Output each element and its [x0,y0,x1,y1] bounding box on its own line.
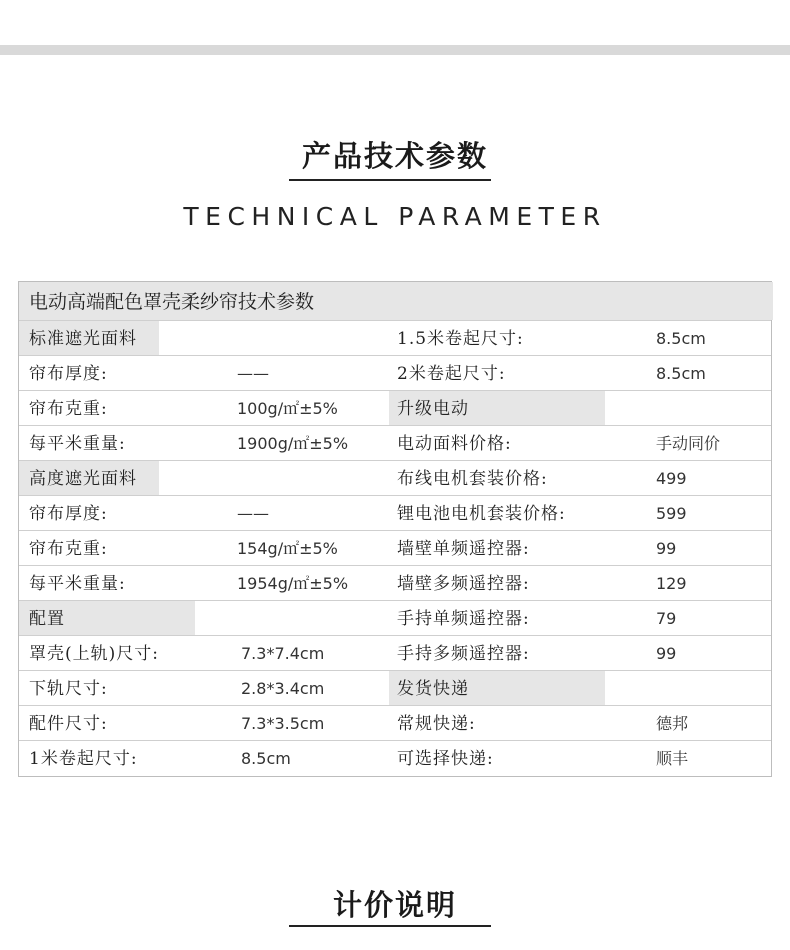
table-row [19,635,771,670]
section-subtitle-en: TECHNICAL PARAMETER [183,202,607,231]
row-label-right: 发货快递 [397,679,469,699]
row-value-right: 99 [656,539,677,558]
table-row [19,705,771,740]
row-value-right: 8.5cm [656,329,706,348]
row-label: 帘布克重: [29,399,108,419]
row-label: 配置 [29,609,65,629]
row-value-right: 129 [656,574,687,593]
row-value-right: 手动同价 [656,434,721,453]
row-value: 7.3*3.5cm [241,714,325,733]
row-label-right: 布线电机套装价格: [397,469,548,489]
row-label-right: 电动面料价格: [397,434,512,454]
row-label: 每平米重量: [29,434,126,454]
row-label: 罩壳(上轨)尺寸: [29,644,159,664]
row-value: —— [237,364,269,383]
row-label-right: 墙壁多频遥控器: [397,574,530,594]
row-label-right: 2米卷起尺寸: [397,364,506,384]
row-value-right: 顺丰 [656,749,689,768]
top-divider-bar [0,45,790,55]
table-row [19,600,771,635]
row-label-right: 常规快递: [397,714,476,734]
row-label: 1米卷起尺寸: [29,749,138,769]
table-row [19,460,771,495]
row-value: 1900g/㎡±5% [237,434,349,453]
row-value: 100g/㎡±5% [237,399,338,418]
row-label-right: 升级电动 [397,399,469,419]
row-value: 2.8*3.4cm [241,679,325,698]
table-row [19,740,771,775]
row-label: 每平米重量: [29,574,126,594]
table-row [19,670,771,705]
row-value: 8.5cm [241,749,291,768]
row-label-right: 墙壁单频遥控器: [397,539,530,559]
row-label: 高度遮光面料 [29,469,137,489]
row-value-right: 99 [656,644,677,663]
row-label: 标准遮光面料 [29,329,137,349]
row-value: 7.3*7.4cm [241,644,325,663]
table-row [19,390,771,425]
table-title: 电动高端配色罩壳柔纱帘技术参数 [19,282,773,320]
row-label: 配件尺寸: [29,714,108,734]
table-row [19,565,771,600]
row-value-right: 8.5cm [656,364,706,383]
row-value: 154g/㎡±5% [237,539,338,558]
params-table [18,281,772,777]
table-row [19,320,771,355]
row-label: 下轨尺寸: [29,679,108,699]
row-value-right: 79 [656,609,677,628]
section-title-pricing: 计价说明 [332,888,457,922]
row-value: —— [237,504,269,523]
table-row [19,425,771,460]
row-value-right: 德邦 [656,714,689,733]
row-label-right: 手持单频遥控器: [397,609,530,629]
section-title-params: 产品技术参数 [301,139,488,173]
row-value-right: 499 [656,469,687,488]
title-underline [289,179,491,181]
table-row [19,355,771,390]
row-label: 帘布克重: [29,539,108,559]
row-value-right: 599 [656,504,687,523]
row-label: 帘布厚度: [29,504,108,524]
title-underline [289,925,491,927]
row-label-right: 1.5米卷起尺寸: [397,329,524,349]
row-label-right: 可选择快递: [397,749,494,769]
row-label: 帘布厚度: [29,364,108,384]
row-label-right: 锂电池电机套装价格: [397,504,566,524]
table-row [19,495,771,530]
table-row [19,530,771,565]
row-label-right: 手持多频遥控器: [397,644,530,664]
row-value: 1954g/㎡±5% [237,574,349,593]
